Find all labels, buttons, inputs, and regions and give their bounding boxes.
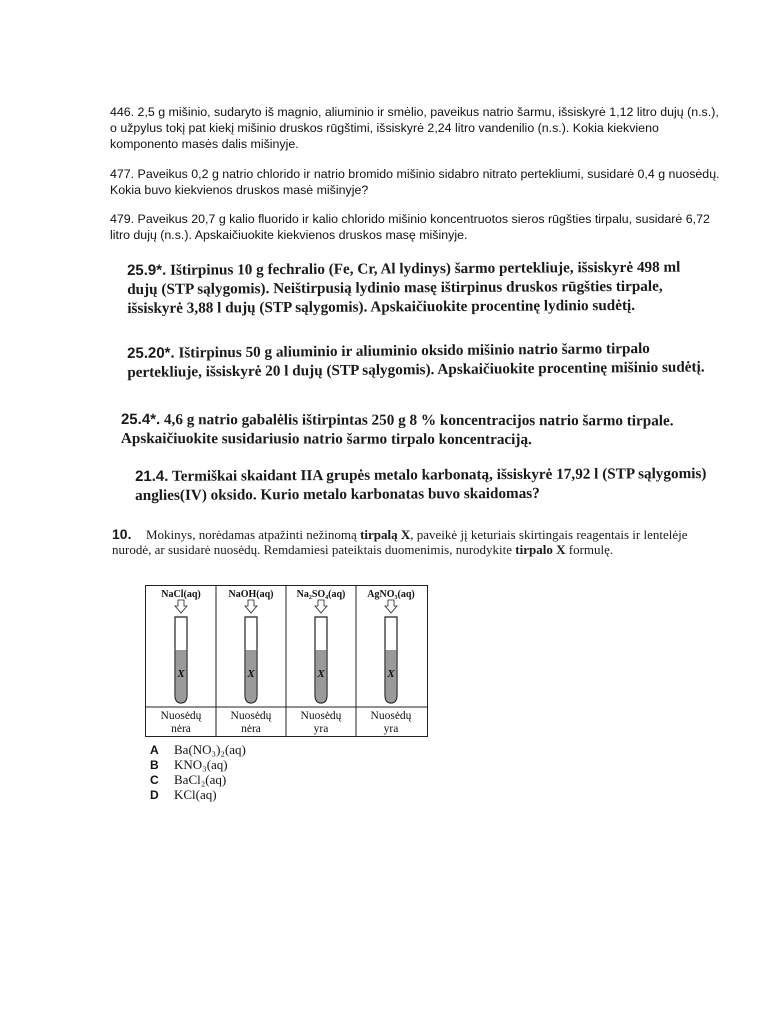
tube-label: X [387,668,395,680]
reagent-column-1 [161,589,202,735]
result-line-2: yra [313,723,329,735]
arrow-down-icon [385,600,397,613]
question-number: 10. [112,526,132,542]
question-text-part: , paveikė jį keturiais skirtingais reagentais ir lentelėje nurodė, ar susidarė nuosėdų. Remdamiesi pateiktais duomenimis, nurodykite [112,527,688,557]
reagent-label: NaOH(aq) [228,589,274,600]
arrow-down-icon [315,600,327,613]
option-d[interactable] [150,787,246,802]
result-line-1: Nuosėdų [160,710,202,722]
question-text-part: formulę. [565,542,614,557]
question-text-bold: tirpalo X [515,542,566,557]
result-line-2: nėra [171,723,191,735]
reagent-label: NaCl(aq) [161,589,201,600]
option-formula: KCl(aq) [174,787,217,802]
option-letter: C [150,773,159,787]
tube-label: X [247,668,255,680]
problem-number: 25.20*. [127,344,175,362]
test-tube-table [145,585,429,738]
problem-number: 25.4*. [120,411,161,429]
problem-text: 4,6 g natrio gabalėlis ištirpintas 250 g 8 % koncentracijos natrio šarmo tirpale. Apskaičiuokite susidariusio natrio šarmo tirpalo koncentraciją. [120,411,674,449]
problem-477: 477. Paveikus 0,2 g natrio chlorido ir natrio bromido mišinio sidabro nitrato pertekliumi, susidarė 0,4 g nuosėdų. Kokia buvo kiekvienos druskos masė mišinyje? [110,167,720,197]
reagent-label: AgNO₃(aq) [367,589,415,600]
answer-options [150,742,246,802]
problem-number: 25.9*. [127,261,167,279]
scan-problem-25-9 [127,257,712,318]
arrow-down-icon [245,600,257,613]
result-line-1: Nuosėdų [230,710,272,722]
option-c[interactable] [150,772,246,787]
result-line-1: Nuosėdų [370,710,412,722]
result-line-2: nėra [241,723,261,735]
problem-text: Ištirpinus 10 g fechralio (Fe, Cr, Al lydinys) šarmo pertekliuje, išsiskyrė 498 ml dujų (STP sąlygomis). Neištirpusią lydinio masę ištirpinus druskos rūgšties tirpale, išsiskyrė 3,88 l dujų (STP sąlygomis). Apskaičiuokite procentinę lydinio sudėtį. [127,258,681,317]
tube-label: X [177,668,185,680]
option-letter: A [150,743,159,757]
problem-text: Termiškai skaidant IIA grupės metalo karbonatą, išsiskyrė 17,92 l (STP sąlygomis) anglies(IV) oksido. Kurio metalo karbonatas buvo skaidomas? [135,465,707,504]
reagent-column-3 [297,589,346,735]
problem-479: 479. Paveikus 20,7 g kalio fluorido ir kalio chlorido mišinio koncentruotos sieros rūgšties tirpalu, susidarė 6,72 litro dujų (n.s.). Apskaičiuokite kiekvienos druskos masę mišinyje. [110,212,710,242]
result-line-1: Nuosėdų [300,710,342,722]
option-a[interactable] [150,742,246,757]
question-10 [112,527,690,557]
option-letter: D [150,788,159,802]
scan-problem-25-20 [127,338,722,382]
tube-label: X [317,668,325,680]
scan-problem-25-4 [121,410,731,450]
problem-446: 446. 2,5 g mišinio, sudaryto iš magnio, aliuminio ir smėlio, paveikus natrio šarmu, išsiskyrė 1,12 litro dujų (n.s.), o užpylus tokį pat kiekį mišinio druskos rūgštimi, išsiskyrė 2,24 litro vandenilio (n.s.). Kokia kiekvieno komponento masės dalis mišinyje. [110,105,719,151]
reagent-column-4 [367,589,414,735]
problem-number: 21.4. [135,467,169,485]
arrow-down-icon [175,600,187,613]
question-text-bold: tirpalą X [360,527,411,542]
reagent-label: Na₂SO₄(aq) [296,589,346,600]
result-line-2: yra [383,723,399,735]
option-letter: B [150,758,159,772]
option-formula: KNO₃(aq) [174,757,228,772]
reagent-column-2 [229,589,274,735]
option-b[interactable] [150,757,246,772]
scan-problem-21-4 [135,464,720,505]
option-formula: BaCl₂(aq) [174,772,227,787]
option-formula: Ba(NO₃)₂(aq) [174,742,246,757]
question-text-part: Mokinys, norėdamas atpažinti nežinomą [145,527,361,542]
problem-text: Ištirpinus 50 g aliuminio ir aliuminio oksido mišinio natrio šarmo tirpalo pertekliuje, išsiskyrė 20 l dujų (STP sąlygomis). Apskaičiuokite procentinę mišinio sudėtį. [127,339,705,381]
